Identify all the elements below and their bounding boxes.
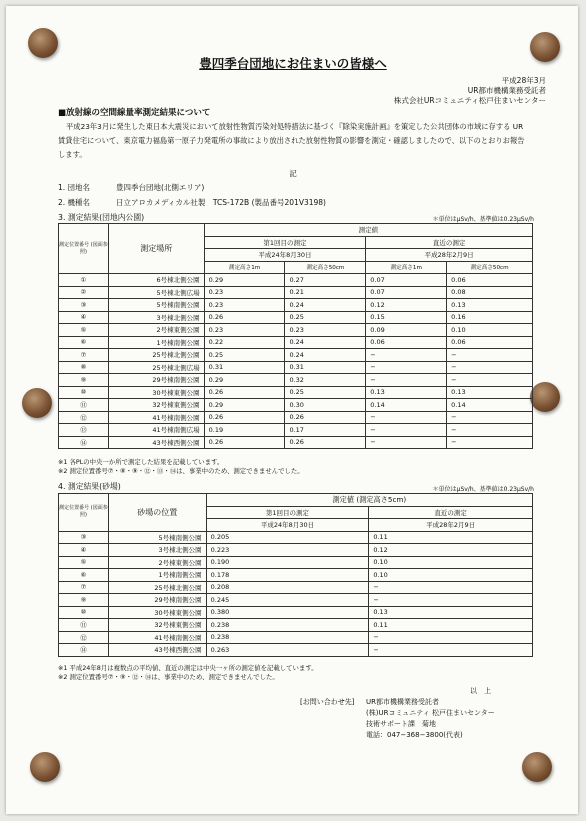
t1-cell-value: 0.32	[285, 374, 366, 387]
t1-row	[59, 436, 533, 449]
t1-row	[59, 324, 533, 337]
t1-cell-place: 2号棟東側公園	[108, 324, 204, 337]
t1-cell-value: 0.16	[447, 311, 533, 324]
t2-header-first: 第1回目の測定	[206, 506, 369, 519]
t2-row	[59, 581, 533, 594]
t1-cell-value: 0.09	[366, 324, 447, 337]
contact-line-1: UR都市機構業務受託者	[366, 698, 439, 706]
t1-cell-value: 0.29	[204, 374, 285, 387]
table1-notes	[58, 458, 304, 476]
t1-header-first: 第1回目の測定	[204, 236, 366, 249]
t1-cell-place: 41号棟南側公園	[108, 411, 204, 424]
t2-cell-value: 0.11	[369, 531, 533, 544]
pin-bottom-right	[522, 752, 552, 782]
t2-cell-no: ⑪	[59, 619, 109, 632]
t1-row	[59, 374, 533, 387]
t1-cell-no: ⑫	[59, 411, 109, 424]
t1-cell-value: −	[447, 374, 533, 387]
t2-cell-value: 0.190	[206, 556, 369, 569]
t1-cell-value: −	[366, 349, 447, 362]
item-site-label: 1. 団地名	[58, 183, 91, 192]
t2-cell-value: 0.263	[206, 644, 369, 657]
t1-cell-no: ⑤	[59, 324, 109, 337]
table1-note-1: ※1 各PLの中央一か所で測定した結果を記載しています。	[58, 458, 224, 466]
t1-cell-place: 41号棟南側広場	[108, 424, 204, 437]
t1-cell-value: 0.25	[285, 311, 366, 324]
t1-cell-place: 25号棟北側公園	[108, 349, 204, 362]
ki-mark: 記	[289, 169, 297, 178]
t1-cell-value: 0.07	[366, 286, 447, 299]
t2-header-values: 測定値 (測定高さ5cm)	[206, 494, 532, 507]
t1-cell-value: 0.17	[285, 424, 366, 437]
t2-row	[59, 544, 533, 557]
t1-cell-value: 0.23	[285, 324, 366, 337]
issuer-line-1: UR都市機構業務受託者	[467, 86, 546, 95]
t1-cell-value: 0.23	[204, 299, 285, 312]
t1-cell-no: ③	[59, 299, 109, 312]
t2-cell-value: 0.10	[369, 569, 533, 582]
t1-row	[59, 311, 533, 324]
t1-cell-value: 0.24	[285, 336, 366, 349]
t1-cell-value: −	[447, 349, 533, 362]
t1-cell-value: 0.25	[204, 349, 285, 362]
t1-cell-value: 0.29	[204, 399, 285, 412]
t1-cell-no: ⑪	[59, 399, 109, 412]
t2-cell-place: 5号棟南側公園	[108, 531, 206, 544]
t1-row	[59, 349, 533, 362]
t1-header-50cm-recent: 測定高さ50cm	[447, 261, 533, 274]
t1-cell-value: −	[366, 374, 447, 387]
t1-cell-value: 0.27	[285, 274, 366, 287]
section-4-label: 4. 測定結果(砂場)	[58, 482, 121, 491]
sandbox-results-table	[58, 493, 533, 657]
item-site-value: 豊四季台団地(北側エリア)	[116, 183, 205, 192]
contact-label: [お問い合わせ先]	[300, 698, 355, 706]
t1-header-place: 測定場所	[108, 224, 204, 274]
item-instrument-label: 2. 機種名	[58, 198, 91, 207]
t2-cell-place: 2号棟東側公園	[108, 556, 206, 569]
contact-line-2: (株)URコミュニティ 松戸住まいセンター	[366, 709, 495, 717]
table2-notes	[58, 664, 318, 682]
t2-row	[59, 606, 533, 619]
t1-cell-value: −	[447, 361, 533, 374]
t1-row	[59, 286, 533, 299]
t2-row	[59, 619, 533, 632]
t2-cell-value: 0.12	[369, 544, 533, 557]
t1-cell-value: 0.31	[204, 361, 285, 374]
t1-cell-no: ①	[59, 274, 109, 287]
t1-cell-no: ⑭	[59, 436, 109, 449]
t1-cell-value: 0.25	[285, 386, 366, 399]
t1-cell-value: −	[447, 436, 533, 449]
t1-cell-value: 0.13	[447, 299, 533, 312]
t2-cell-value: 0.205	[206, 531, 369, 544]
t2-row	[59, 594, 533, 607]
t2-cell-value: 0.208	[206, 581, 369, 594]
t2-cell-place: 25号棟北側公園	[108, 581, 206, 594]
t2-cell-value: 0.11	[369, 619, 533, 632]
contact-phone: 電話：047−368−3800(代表)	[366, 731, 463, 739]
item-instrument	[58, 197, 326, 208]
t1-row	[59, 274, 533, 287]
t2-cell-place: 41号棟南側公園	[108, 631, 206, 644]
t1-cell-value: 0.06	[447, 336, 533, 349]
t1-cell-value: 0.06	[447, 274, 533, 287]
t1-cell-value: 0.26	[204, 436, 285, 449]
t1-cell-place: 5号棟北側広場	[108, 286, 204, 299]
t1-cell-place: 25号棟北側広場	[108, 361, 204, 374]
t1-cell-value: 0.13	[447, 386, 533, 399]
intro-text: 平成23年3月に発生した東日本大震災において放射性物質汚染対処特措法に基づく『除染実施計画』を策定した公共団体の市域に存する UR賃貸住宅について、東京電力福島第一原子力発電所の事故により放出された放射性物質の影響を測定・確認しましたので、以下のとおりお報告します。	[58, 122, 525, 159]
t2-cell-value: 0.10	[369, 556, 533, 569]
t1-cell-value: 0.31	[285, 361, 366, 374]
t2-cell-no: ⑭	[59, 644, 109, 657]
t1-row	[59, 386, 533, 399]
t1-cell-value: −	[447, 424, 533, 437]
t1-cell-no: ⑦	[59, 349, 109, 362]
t1-row	[59, 411, 533, 424]
t2-cell-place: 1号棟南側公園	[108, 569, 206, 582]
t2-cell-no: ⑩	[59, 606, 109, 619]
t1-cell-value: 0.29	[204, 274, 285, 287]
t2-row	[59, 644, 533, 657]
t1-cell-value: 0.14	[447, 399, 533, 412]
issue-block	[394, 76, 546, 106]
t2-row	[59, 531, 533, 544]
t1-header-1m-first: 測定高さ1m	[204, 261, 285, 274]
t1-cell-value: 0.26	[285, 436, 366, 449]
t1-cell-no: ④	[59, 311, 109, 324]
t2-cell-no: ③	[59, 531, 109, 544]
t1-row	[59, 336, 533, 349]
t2-cell-no: ⑨	[59, 594, 109, 607]
t1-cell-value: 0.23	[204, 324, 285, 337]
t2-cell-no: ⑤	[59, 556, 109, 569]
t1-header-recent: 直近の測定	[366, 236, 533, 249]
t2-cell-value: 0.13	[369, 606, 533, 619]
unit-note-2: ＊単位はμSv/h、基準値は0.23μSv/h	[432, 486, 534, 493]
t2-cell-value: 0.178	[206, 569, 369, 582]
t1-header-values: 測定値	[204, 224, 532, 237]
page-title: 豊四季台団地にお住まいの皆様へ	[199, 56, 387, 71]
pin-bottom-left	[30, 752, 60, 782]
t2-cell-place: 32号棟東側公園	[108, 619, 206, 632]
t2-row	[59, 569, 533, 582]
t1-header-date2: 平成28年2月9日	[366, 249, 533, 262]
t2-header-place: 砂場の位置	[108, 494, 206, 532]
t1-cell-place: 1号棟南側公園	[108, 336, 204, 349]
contact-block	[366, 697, 495, 741]
t1-cell-value: 0.15	[366, 311, 447, 324]
t1-cell-value: 0.26	[204, 411, 285, 424]
t2-cell-no: ⑥	[59, 569, 109, 582]
t1-row	[59, 361, 533, 374]
t1-cell-value: 0.26	[204, 386, 285, 399]
t1-cell-no: ⑩	[59, 386, 109, 399]
t1-cell-place: 6号棟北側公園	[108, 274, 204, 287]
t1-cell-place: 29号棟南側公園	[108, 374, 204, 387]
t1-cell-place: 5号棟南側公園	[108, 299, 204, 312]
t1-cell-no: ⑧	[59, 361, 109, 374]
t2-cell-place: 30号棟東側公園	[108, 606, 206, 619]
t1-cell-value: 0.07	[366, 274, 447, 287]
t2-cell-value: −	[369, 631, 533, 644]
t1-cell-value: 0.08	[447, 286, 533, 299]
t1-cell-value: 0.26	[285, 411, 366, 424]
t1-cell-value: 0.23	[204, 286, 285, 299]
t2-cell-value: 0.238	[206, 619, 369, 632]
t1-cell-no: ⑬	[59, 424, 109, 437]
t2-cell-value: −	[369, 644, 533, 657]
t1-cell-place: 32号棟東側公園	[108, 399, 204, 412]
t2-cell-value: −	[369, 594, 533, 607]
t1-row	[59, 424, 533, 437]
t1-row	[59, 399, 533, 412]
t1-cell-value: 0.22	[204, 336, 285, 349]
t1-cell-value: 0.06	[366, 336, 447, 349]
t1-cell-place: 30号棟東側公園	[108, 386, 204, 399]
t2-cell-place: 3号棟北側公園	[108, 544, 206, 557]
t2-row	[59, 556, 533, 569]
park-results-table	[58, 223, 533, 449]
item-site	[58, 182, 204, 193]
t2-cell-no: ⑦	[59, 581, 109, 594]
t2-header-no: 測定位置番号 (図面参照)	[59, 494, 109, 532]
t1-cell-no: ⑥	[59, 336, 109, 349]
t2-cell-value: 0.245	[206, 594, 369, 607]
t1-cell-value: 0.14	[366, 399, 447, 412]
t1-cell-place: 43号棟西側公園	[108, 436, 204, 449]
issue-date: 平成28年3月	[501, 76, 546, 85]
t1-cell-value: −	[366, 361, 447, 374]
t2-cell-place: 29号棟南側公園	[108, 594, 206, 607]
t1-row	[59, 299, 533, 312]
pin-mid-left	[22, 388, 52, 418]
t1-cell-value: 0.21	[285, 286, 366, 299]
section-heading: ■放射線の空間線量率測定結果について	[58, 108, 211, 118]
t1-cell-value: 0.26	[204, 311, 285, 324]
t1-cell-value: 0.30	[285, 399, 366, 412]
t1-cell-value: 0.19	[204, 424, 285, 437]
t1-cell-no: ②	[59, 286, 109, 299]
t2-cell-value: 0.380	[206, 606, 369, 619]
t1-header-date1: 平成24年8月30日	[204, 249, 366, 262]
t2-cell-value: 0.223	[206, 544, 369, 557]
t2-header-recent: 直近の測定	[369, 506, 533, 519]
t1-cell-value: −	[366, 411, 447, 424]
t1-cell-place: 3号棟北側公園	[108, 311, 204, 324]
contact-line-3: 技術サポート課 菊地	[366, 720, 436, 728]
t2-header-date2: 平成28年2月9日	[369, 519, 533, 532]
t2-cell-place: 43号棟西側公園	[108, 644, 206, 657]
section-3-label: 3. 測定結果(団地内公園)	[58, 213, 145, 222]
t2-cell-value: −	[369, 581, 533, 594]
pin-mid-right	[530, 382, 560, 412]
t1-cell-value: 0.24	[285, 349, 366, 362]
t2-cell-no: ④	[59, 544, 109, 557]
t1-header-50cm-first: 測定高さ50cm	[285, 261, 366, 274]
t1-cell-value: −	[366, 424, 447, 437]
t1-cell-no: ⑨	[59, 374, 109, 387]
t1-cell-value: −	[447, 411, 533, 424]
t1-cell-value: 0.10	[447, 324, 533, 337]
table2-note-1: ※1 平成24年8月は複数点の平均値、直近の測定は中央一ヶ所の測定値を記載しています。	[58, 664, 318, 672]
t2-header-date1: 平成24年8月30日	[206, 519, 369, 532]
t2-row	[59, 631, 533, 644]
t1-header-no: 測定位置番号 (図面参照)	[59, 224, 109, 274]
t1-cell-value: 0.12	[366, 299, 447, 312]
t2-cell-no: ⑫	[59, 631, 109, 644]
ijo-mark: 以 上	[470, 687, 491, 695]
t1-cell-value: 0.13	[366, 386, 447, 399]
table2-note-2: ※2 測定位置番号⑦・⑨・⑫・⑭は、事業中のため、測定できませんでした。	[58, 673, 279, 681]
t1-header-1m-recent: 測定高さ1m	[366, 261, 447, 274]
issuer-line-2: 株式会社URコミュニティ松戸住まいセンター	[393, 96, 546, 105]
t1-cell-value: −	[366, 436, 447, 449]
unit-note-1: ＊単位はμSv/h、基準値は0.23μSv/h	[432, 216, 534, 223]
t2-cell-value: 0.238	[206, 631, 369, 644]
table1-note-2: ※2 測定位置番号⑦・⑧・⑨・⑫・⑬・⑭は、事業中のため、測定できませんでした。	[58, 467, 304, 475]
t1-cell-value: 0.24	[285, 299, 366, 312]
item-instrument-value: 日立アロカメディカル社製 TCS-172B (製品番号201V3198)	[116, 198, 326, 207]
